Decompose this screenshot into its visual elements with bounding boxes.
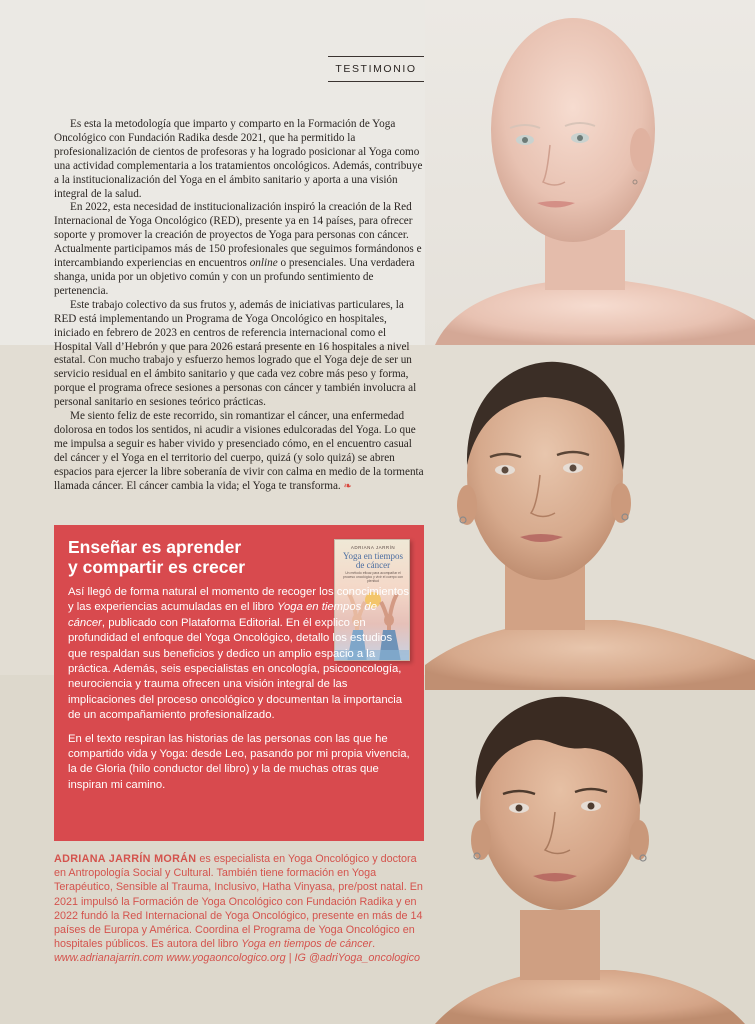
pullout-book-title: Yoga en tiempos de cáncer <box>68 601 377 629</box>
author-bio <box>54 852 424 966</box>
pullout-paragraph-1-text-b: , publicado con Plataforma Editorial. En él explico en profundidad el enfoque del Yoga Oncológico, detallo los estudios que respaldan sus beneficios y dedico un amplio espacio a la práctica. Además, seis especialistas en oncología, psicooncología, neurociencia y trauma ofrecen una visión integral de las implicaciones del proceso oncológico y documentan la importancia de un acompañamiento profesionalizado. <box>68 616 403 722</box>
pullout-title-line-1: Enseñar es aprender <box>68 537 242 557</box>
pullout-paragraph-1-text-a: Así llegó de forma natural el momento de recoger los conocimientos y las experiencias acumuladas en el libro <box>68 586 409 614</box>
paragraph-2 <box>54 201 424 298</box>
pullout-title-line-2: y compartir es crecer <box>68 557 246 577</box>
author-name: ADRIANA JARRÍN MORÁN <box>54 853 197 865</box>
paragraph-2-text-b: o presenciales. Una verdadera shanga, unida por un objetivo común y con un profundo sentimiento de pertenencia. <box>54 257 415 297</box>
pullout-box <box>54 525 424 841</box>
paragraph-3 <box>54 299 424 410</box>
paragraph-3-text: Este trabajo colectivo da sus frutos y, además de iniciativas particulares, la RED está implementando un Programa de Yoga Oncológico en hospitales, iniciado en febrero de 2023 en centros de referencia internacional como el Hospital Vall d’Hebrón y que para 2026 estará presente en 16 hospitales a nivel estatal. Con mucho trabajo y esfuerzo hemos logrado que el Yoga deje de ser un servicio residual en el ámbito sanitario y que cada vez cobre más peso y forma, porque el programa ofrece sesiones a personas con cáncer y también involucra al personal sanitario en sesiones teórico prácticas. <box>54 298 417 409</box>
paragraph-4 <box>54 410 424 493</box>
pullout-paragraph-1 <box>68 585 414 724</box>
pullout-text <box>68 585 414 793</box>
paragraph-4-text: Me siento feliz de este recorrido, sin romantizar el cáncer, una enfermedad dolorosa en todos los sentidos, ni acudir a visiones edulcoradas del Yoga. Lo que me impulsa a seguir es haber vivido y presenciado cómo, en el encuentro casual del cáncer y el Yoga en el territorio del cuerpo, quizá (y solo quizá) se abren espacios para ejercer la libre soberanía de vivir con calma en medio de la tormenta llamada cáncer. El cáncer cambia la vida; el Yoga te transforma. <box>54 410 424 492</box>
paragraph-1-text: Es esta la metodología que imparto y comparto en la Formación de Yoga Oncológico con Fundación Radika desde 2021, que ha permitido la profesionalización de cientos de profesoras y ha logrado posicionar al Yoga como una actividad complementaria a los tratamientos oncológicos. Además, contribuye a la institucionalización del Yoga en el ámbito sanitario y aporta a una visión integral de la salud. <box>54 118 423 200</box>
paragraph-2-emphasis: online <box>249 257 278 270</box>
book-author: ADRIANA JARRÍN <box>350 545 396 550</box>
article-body <box>54 118 424 493</box>
portrait-buzzcut-woman <box>425 345 755 690</box>
end-mark-icon: ❧ <box>343 480 352 492</box>
book-subtitle: Un método eficaz para acompañar el proceso oncológico y vivir el cuerpo con plenitud <box>342 571 404 583</box>
pullout-paragraph-2: En el texto respiran las historias de las personas con las que he compartido vida y Yoga: desde Leo, pasando por mi propia vivencia, la de Gloria (hilo conductor del libro) y la de muchas otras que inspiran mi camino. <box>68 732 410 791</box>
portrait-curly-hair-woman <box>425 690 755 1024</box>
author-bio-text-b: . <box>372 938 376 951</box>
author-bio-book-title: Yoga en tiempos de cáncer <box>241 938 373 951</box>
portrait-bald-woman <box>425 0 755 345</box>
paragraph-1 <box>54 118 424 201</box>
section-label: TESTIMONIO <box>328 56 424 82</box>
paragraph-2-text-a: En 2022, esta necesidad de institucionalización inspiró la creación de la Red Internacional de Yoga Oncológico (RED), presente ya en 14 países, para ofrecer soporte y promover la creación de proyectos de Yoga para personas con cáncer. Actualmente participamos más de 150 profesionales que seguimos formándonos e intercambiando experiencias en encuentros <box>54 201 422 270</box>
book-title: Yoga en tiempos de cáncer <box>342 551 404 570</box>
author-bio-text-a: es especialista en Yoga Oncológico y doctora en Antropología Social y Cultural. También tiene formación en Yoga Terapéutico, Sensible al Trauma, Inclusivo, Hatha Vinyasa, pre/post natal. En 2021 impulsó la Formación de Yoga Oncológico con Fundación Radika y en 2022 fundó la Red Internacional de Yoga Oncológico, presente en más de 14 países de Europa y América. Coordina el Programa de Yoga Oncológico en hospitales públicos. Es autora del libro <box>54 853 423 951</box>
author-links[interactable]: www.adrianajarrin.com www.yogaoncologico.org | IG @adriYoga_oncologico <box>54 952 421 965</box>
pullout-title <box>68 537 308 577</box>
